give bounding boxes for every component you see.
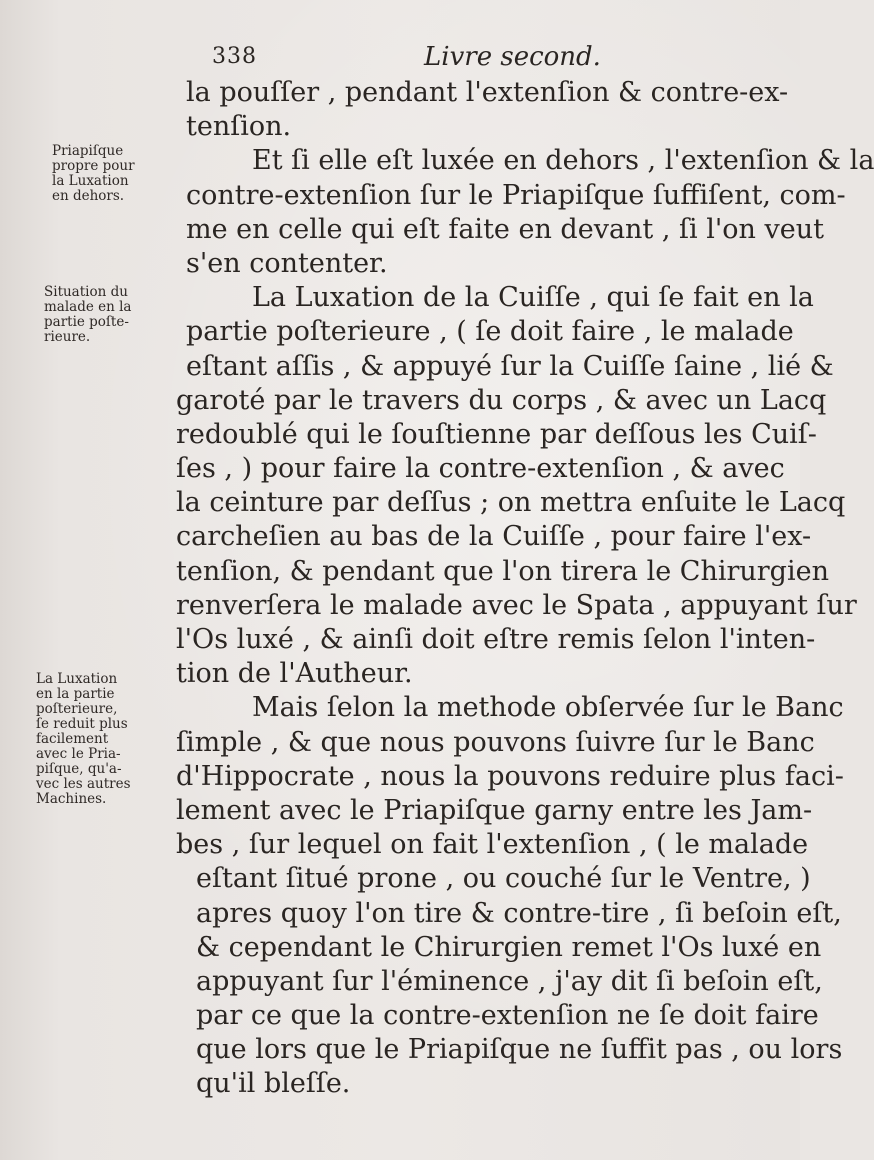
- margin-note-line: en dehors.: [52, 188, 125, 204]
- text-line: tion de l'Autheur.: [176, 658, 413, 690]
- text-line: appuyant ſur l'éminence , j'ay dit ſi beſoin eſt,: [196, 965, 823, 997]
- margin-note-line: poſterieure,: [36, 701, 118, 717]
- margin-note-line: Priapiſque: [52, 143, 124, 159]
- margin-note-line: partie poſte-: [44, 314, 129, 330]
- margin-note-line: avec le Pria-: [36, 746, 121, 762]
- margin-note-line: facilement: [36, 731, 109, 747]
- margin-note-line: Machines.: [36, 791, 107, 807]
- text-line: eſtant ſitué prone , ou couché ſur le Ventre, ): [196, 863, 811, 895]
- margin-note-line: rieure.: [44, 329, 91, 345]
- text-line: que lors que le Priapiſque ne ſuffit pas , ou lors: [196, 1034, 843, 1066]
- text-line: & cependant le Chirurgien remet l'Os luxé en: [196, 931, 822, 963]
- margin-note-line: Situation du: [44, 284, 128, 300]
- text-line: contre-extenſion ſur le Priapiſque ſuffiſent, com-: [186, 179, 846, 211]
- margin-note-situation: [44, 285, 184, 345]
- text-line: tenſion.: [186, 111, 292, 143]
- margin-note-line: en la partie: [36, 686, 115, 702]
- margin-note-line: la Luxation: [52, 173, 129, 189]
- text-line: la pouſſer , pendant l'extenſion & contre-ex-: [186, 77, 789, 108]
- text-line: La Luxation de la Cuiſſe , qui ſe fait en la: [252, 282, 814, 314]
- text-line: redoublé qui le ſouſtienne par deſſous les Cuiſ-: [176, 418, 817, 450]
- text-line: garoté par le travers du corps , & avec un Lacq: [176, 384, 827, 416]
- page-header: [212, 40, 772, 76]
- text-line: ſimple , & que nous pouvons ſuivre ſur le Banc: [176, 726, 815, 758]
- text-line: apres quoy l'on tire & contre-tire , ſi beſoin eſt,: [196, 897, 842, 929]
- margin-note-luxation-posterieure: [36, 672, 176, 807]
- text-line: la ceinture par deſſus ; on mettra enſuite le Lacq: [176, 487, 846, 519]
- body-text: [176, 76, 874, 1102]
- margin-note-line: malade en la: [44, 299, 132, 315]
- text-line: carcheſien au bas de la Cuiſſe , pour faire l'ex-: [176, 521, 812, 553]
- text-line: Mais ſelon la methode obſervée ſur le Banc: [252, 692, 844, 724]
- margin-note-line: piſque, qu'a-: [36, 761, 122, 777]
- margin-note-priapisque: [52, 144, 192, 204]
- text-line: bes , ſur lequel on fait l'extenſion , ( le malade: [176, 829, 809, 861]
- text-line: l'Os luxé , & ainſi doit eſtre remis ſelon l'inten-: [176, 624, 816, 655]
- margin-note-line: ſe reduit plus: [36, 716, 128, 732]
- text-line: eſtant aſſis , & appuyé ſur la Cuiſſe ſaine , lié &: [186, 350, 834, 382]
- margin-note-line: La Luxation: [36, 671, 118, 687]
- running-title: Livre second.: [424, 42, 601, 72]
- text-line: qu'il bleſſe.: [196, 1068, 351, 1100]
- page-number: 338: [212, 44, 257, 69]
- text-line: tenſion, & pendant que l'on tirera le Chirurgien: [176, 555, 829, 587]
- margin-note-line: vec les autres: [36, 776, 131, 792]
- text-line: d'Hippocrate , nous la pouvons reduire plus faci-: [176, 760, 844, 792]
- text-line: lement avec le Priapiſque garny entre les Jam-: [176, 794, 813, 826]
- text-line: partie poſterieure , ( ſe doit faire , le malade: [186, 316, 794, 348]
- text-line: s'en contenter.: [186, 247, 388, 279]
- text-line: par ce que la contre-extenſion ne ſe doit faire: [196, 1000, 819, 1032]
- text-line: me en celle qui eſt faite en devant , ſi l'on veut: [186, 213, 824, 245]
- text-line: ſes , ) pour faire la contre-extenſion , & avec: [176, 453, 785, 485]
- text-line: renverſera le malade avec le Spata , appuyant ſur: [176, 589, 857, 621]
- text-line: Et ſi elle eſt luxée en dehors , l'extenſion & la: [252, 145, 874, 177]
- margin-note-line: propre pour: [52, 158, 135, 174]
